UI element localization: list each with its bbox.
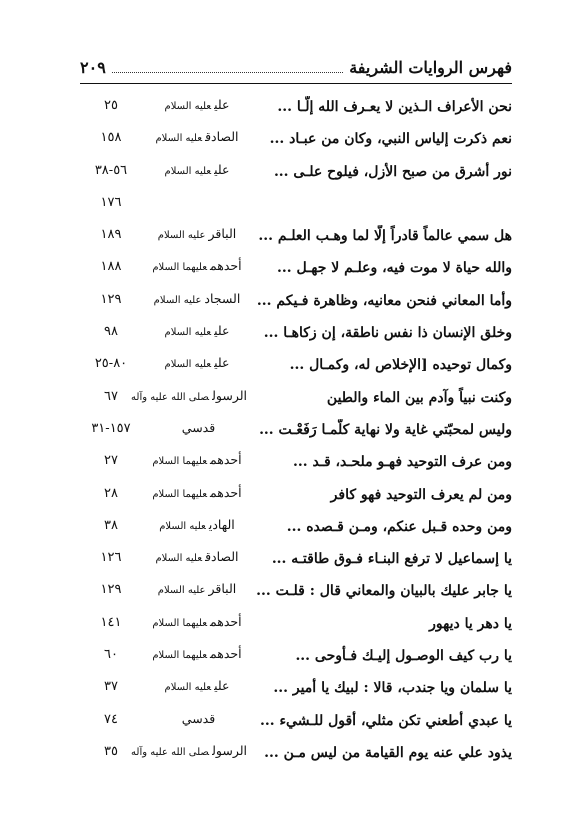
index-row bbox=[80, 415, 512, 447]
honorific-mark: عليه السلام bbox=[159, 520, 206, 532]
index-title: فهرس الروايات الشريفة bbox=[349, 58, 512, 77]
narrator-name: أحدهم bbox=[210, 484, 242, 500]
page-reference: ٦٠ bbox=[104, 647, 118, 663]
narrator-cell bbox=[147, 546, 247, 570]
narrator-name: علي bbox=[214, 323, 230, 339]
hadith-index-list bbox=[80, 92, 512, 770]
narrator-cell bbox=[147, 352, 247, 376]
narrator-name: قدسي bbox=[181, 419, 216, 435]
page-reference: ٢٧ bbox=[104, 453, 118, 469]
page-reference: ٢٨ bbox=[104, 485, 118, 501]
honorific-mark: عليه السلام bbox=[157, 230, 206, 242]
honorific-mark: عليه السلام bbox=[164, 327, 212, 339]
index-row bbox=[80, 609, 512, 641]
index-row bbox=[80, 92, 512, 124]
honorific-mark: صلى الله عليه وآله bbox=[131, 391, 210, 403]
index-row bbox=[80, 253, 512, 285]
honorific-mark: عليه السلام bbox=[153, 294, 202, 306]
hadith-incipit: وخلق الإنسان ذا نفس ناطقة، إن زكاهـا ... bbox=[263, 325, 512, 342]
index-row bbox=[80, 576, 512, 608]
page-reference: ١٢٩ bbox=[100, 291, 122, 307]
narrator-name: أحدهم bbox=[210, 258, 242, 274]
page-reference: ٧٤ bbox=[104, 711, 118, 727]
hadith-incipit: ومن لم يعرف التوحيد فهو كافر bbox=[330, 486, 512, 503]
narrator-name: قدسي bbox=[181, 710, 216, 726]
narrator-name: الرسول bbox=[212, 387, 247, 403]
hadith-incipit: والله حياة لا موت فيه، وعلـم لا جهـل ... bbox=[277, 260, 512, 277]
index-row bbox=[80, 221, 512, 253]
honorific-mark: عليهما السلام bbox=[152, 488, 208, 500]
index-row bbox=[80, 318, 512, 350]
index-row bbox=[80, 286, 512, 318]
hadith-incipit: يذود علي عنه يوم القيامة من ليس مـن ... bbox=[264, 744, 512, 761]
honorific-mark: عليه السلام bbox=[164, 165, 212, 177]
narrator-cell bbox=[147, 417, 247, 441]
index-row bbox=[80, 447, 512, 479]
narrator-cell bbox=[147, 578, 247, 602]
narrator-name: الصادق bbox=[205, 129, 239, 145]
page-reference: ١٧٦ bbox=[100, 194, 122, 210]
narrator-name: الهادي bbox=[208, 516, 235, 532]
hadith-incipit: وكنت نبياً وآدم بين الماء والطين bbox=[326, 389, 512, 406]
page-number: ٢٠٩ bbox=[80, 58, 106, 77]
narrator-cell bbox=[147, 643, 247, 667]
page-reference: ٢٥ bbox=[104, 98, 118, 113]
narrator-name: علي bbox=[214, 97, 230, 112]
page-reference: ١٥٨ bbox=[100, 130, 122, 146]
page-reference: ٣٧ bbox=[104, 679, 118, 695]
narrator-name: السجاد bbox=[204, 290, 241, 306]
page-reference: ٣٥ bbox=[104, 743, 118, 759]
honorific-mark: عليه السلام bbox=[155, 553, 203, 565]
index-row bbox=[80, 512, 512, 544]
hadith-incipit: ومن عرف التوحيد فهـو ملحـد، قـد ... bbox=[293, 454, 512, 471]
page-reference: ١٨٨ bbox=[100, 259, 122, 275]
hadith-incipit: وكمال توحيده [الإخلاص له، وكمـال ... bbox=[289, 357, 512, 374]
page-reference: ٩٨ bbox=[104, 324, 118, 340]
page-reference: ٣٨ bbox=[104, 517, 118, 533]
narrator-cell bbox=[147, 288, 247, 312]
index-row bbox=[80, 673, 512, 705]
hadith-incipit: وأما المعاني فنحن معانيه، وظاهرة فـيكم ... bbox=[256, 292, 512, 309]
hadith-incipit: يا رب كيف الوصـول إليـك فـأوحى ... bbox=[295, 648, 512, 665]
honorific-mark: عليهما السلام bbox=[152, 262, 208, 274]
narrator-name: الرسول bbox=[212, 742, 247, 758]
narrator-cell bbox=[147, 482, 247, 506]
honorific-mark: عليهما السلام bbox=[152, 456, 208, 468]
narrator-cell bbox=[147, 223, 247, 247]
honorific-mark: عليهما السلام bbox=[152, 650, 208, 662]
honorific-mark: عليه السلام bbox=[164, 359, 212, 371]
hadith-incipit: وليس لمحبّتي غاية ولا نهاية كلّمـا رَفَعْـت ... bbox=[259, 421, 512, 438]
hadith-incipit: هل سمي عالماً قادراً إلّا لما وهـب العلـم ... bbox=[258, 228, 512, 245]
page-header bbox=[80, 58, 512, 82]
hadith-incipit: نور أشرق من صبح الأزل، فيلوح علـى ... bbox=[273, 163, 512, 180]
narrator-cell bbox=[147, 514, 247, 538]
hadith-incipit: يا إسماعيل لا ترفع البنـاء فـوق طاقتـه ... bbox=[271, 551, 512, 568]
index-row bbox=[80, 189, 512, 221]
narrator-cell bbox=[147, 675, 247, 699]
honorific-mark: عليه السلام bbox=[164, 101, 212, 112]
narrator-cell bbox=[147, 449, 247, 473]
narrator-cell bbox=[131, 740, 247, 764]
honorific-mark: عليه السلام bbox=[164, 682, 212, 694]
hadith-incipit: ومن وحده قـبل عنكم، ومـن قـصده ... bbox=[286, 518, 512, 535]
narrator-name: علي bbox=[214, 355, 230, 371]
hadith-incipit: يا عبدي أطعني تكن مثلي، أقول للـشيء ... bbox=[259, 712, 512, 729]
narrator-cell bbox=[131, 385, 247, 409]
narrator-cell bbox=[147, 611, 247, 635]
header-rule bbox=[80, 83, 512, 84]
index-row bbox=[80, 157, 512, 189]
index-row bbox=[80, 544, 512, 576]
honorific-mark: عليهما السلام bbox=[152, 617, 208, 629]
narrator-cell bbox=[147, 159, 247, 183]
index-row bbox=[80, 383, 512, 415]
page-reference: ٥٦-٣٨ bbox=[94, 162, 128, 178]
narrator-cell bbox=[147, 255, 247, 279]
index-row bbox=[80, 350, 512, 382]
narrator-name: الصادق bbox=[205, 549, 239, 565]
hadith-incipit: نحن الأعراف الـذين لا يعـرف الله إلّـا ... bbox=[277, 99, 512, 115]
narrator-cell bbox=[147, 94, 247, 118]
index-row bbox=[80, 480, 512, 512]
hadith-incipit: نعم ذكرت إلياس النبي، وكان من عبـاد ... bbox=[269, 131, 512, 148]
index-row bbox=[80, 641, 512, 673]
narrator-name: علي bbox=[214, 161, 230, 177]
index-row bbox=[80, 124, 512, 156]
narrator-cell bbox=[147, 708, 247, 732]
index-row bbox=[80, 738, 512, 770]
hadith-incipit: يا سلمان ويا جندب، قالا : لبيك يا أمير ... bbox=[273, 680, 512, 697]
hadith-incipit: يا دهر يا ديهور bbox=[429, 615, 512, 632]
page-reference: ١٢٩ bbox=[100, 582, 122, 598]
narrator-name: أحدهم bbox=[210, 452, 242, 468]
narrator-name: أحدهم bbox=[210, 646, 242, 662]
header-dot-leader bbox=[112, 72, 343, 73]
honorific-mark: عليه السلام bbox=[157, 585, 206, 597]
page-reference: ١٨٩ bbox=[100, 227, 122, 243]
narrator-name: الباقر bbox=[208, 581, 237, 597]
hadith-incipit: يا جابر عليك بالبيان والمعاني قال : قلـت ... bbox=[256, 583, 512, 600]
honorific-mark: عليه السلام bbox=[155, 133, 203, 145]
page-reference: ١٤١ bbox=[100, 614, 122, 630]
index-row bbox=[80, 706, 512, 738]
narrator-cell bbox=[147, 126, 247, 150]
narrator-name: أحدهم bbox=[210, 613, 242, 629]
narrator-name: علي bbox=[214, 678, 230, 694]
narrator-cell bbox=[147, 191, 247, 215]
page-reference: ١٥٧-٣١ bbox=[91, 420, 131, 436]
page-reference: ٨٠-٢٥ bbox=[94, 356, 128, 372]
narrator-name: الباقر bbox=[208, 226, 237, 242]
page-reference: ١٢٦ bbox=[100, 550, 122, 566]
narrator-cell bbox=[147, 320, 247, 344]
honorific-mark: صلى الله عليه وآله bbox=[131, 746, 210, 758]
page-reference: ٦٧ bbox=[104, 388, 118, 404]
